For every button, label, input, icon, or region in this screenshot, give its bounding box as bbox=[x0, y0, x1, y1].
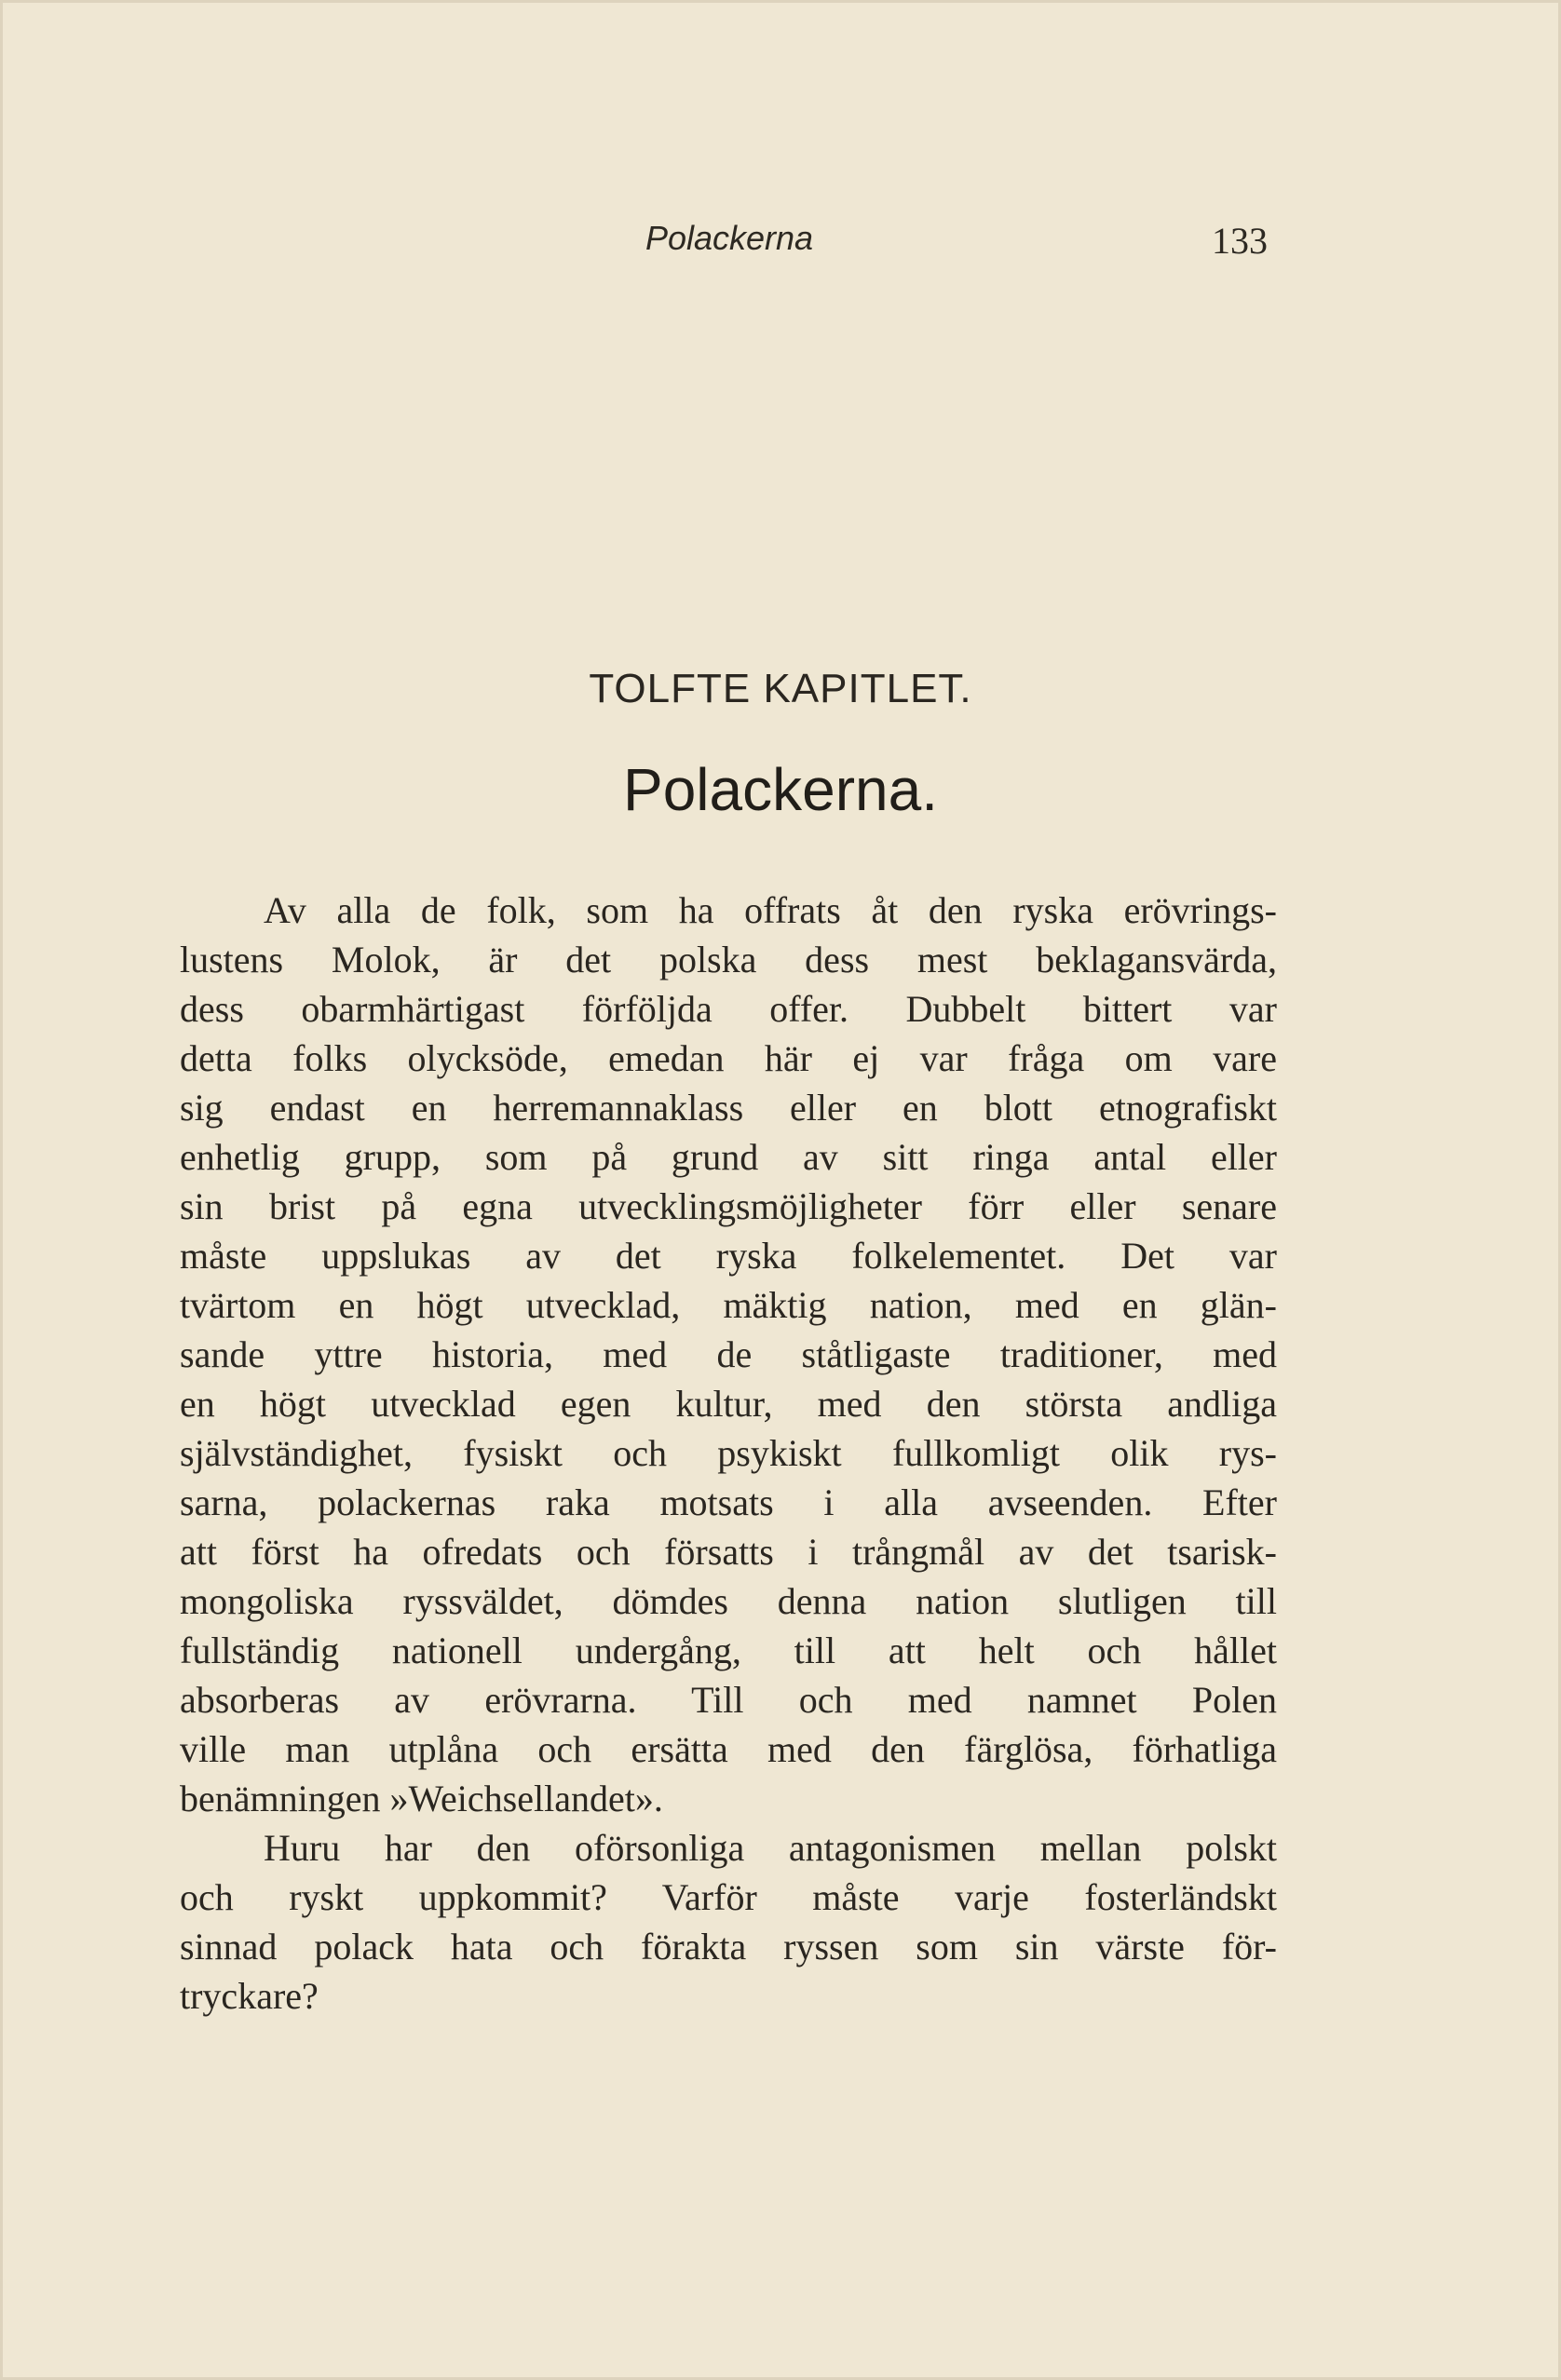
text-line: sin brist på egna utvecklingsmöjligheter förr eller senare bbox=[180, 1185, 1277, 1227]
text-line: detta folks olycksöde, emedan här ej var fråga om vare bbox=[180, 1037, 1277, 1079]
paragraph bbox=[180, 886, 1277, 1823]
text-line: enhetlig grupp, som på grund av sitt ringa antal eller bbox=[180, 1136, 1277, 1178]
text-line: Huru har den oförsonliga antagonismen mellan polskt bbox=[264, 1827, 1277, 1869]
running-head bbox=[180, 219, 1279, 275]
page-number: 133 bbox=[1212, 220, 1268, 262]
text-line: ville man utplåna och ersätta med den färglösa, förhatliga bbox=[180, 1728, 1277, 1770]
text-line: absorberas av erövrarna. Till och med namnet Polen bbox=[180, 1679, 1277, 1721]
text-line: måste uppslukas av det ryska folkelementet. Det var bbox=[180, 1235, 1277, 1277]
text-line: en högt utvecklad egen kultur, med den största andliga bbox=[180, 1383, 1277, 1425]
text-line: tvärtom en högt utvecklad, mäktig nation, med en glän- bbox=[180, 1284, 1277, 1326]
text-line: mongoliska ryssväldet, dömdes denna nation slutligen till bbox=[180, 1580, 1277, 1622]
running-head-title: Polackerna bbox=[645, 219, 814, 257]
text-line: självständighet, fysiskt och psykiskt fullkomligt olik rys- bbox=[180, 1432, 1277, 1474]
text-line: och ryskt uppkommit? Varför måste varje fosterländskt bbox=[180, 1876, 1277, 1918]
text-line: dess obarmhärtigast förföljda offer. Dubbelt bittert var bbox=[180, 988, 1277, 1030]
text-line: fullständig nationell undergång, till att helt och hållet bbox=[180, 1629, 1277, 1671]
text-line: att först ha ofredats och försatts i trångmål av det tsarisk- bbox=[180, 1531, 1277, 1573]
text-line: tryckare? bbox=[180, 1975, 319, 2017]
chapter-label: TOLFTE KAPITLET. bbox=[589, 666, 972, 711]
chapter-title: Polackerna. bbox=[623, 756, 938, 823]
paragraph bbox=[180, 1823, 1277, 2021]
text-line: benämningen »Weichsellandet». bbox=[180, 1778, 663, 1819]
text-line: sinnad polack hata och förakta ryssen som sin värste för- bbox=[180, 1926, 1277, 1968]
body-text bbox=[180, 886, 1277, 2021]
text-line: sig endast en herremannaklass eller en blott etnografiskt bbox=[180, 1087, 1277, 1129]
text-line: Av alla de folk, som ha offrats åt den ryska erövrings- bbox=[264, 889, 1277, 931]
text-line: sande yttre historia, med de ståtligaste traditioner, med bbox=[180, 1333, 1277, 1375]
text-line: lustens Molok, är det polska dess mest beklagansvärda, bbox=[180, 939, 1277, 980]
text-line: sarna, polackernas raka motsats i alla avseenden. Efter bbox=[180, 1481, 1277, 1523]
